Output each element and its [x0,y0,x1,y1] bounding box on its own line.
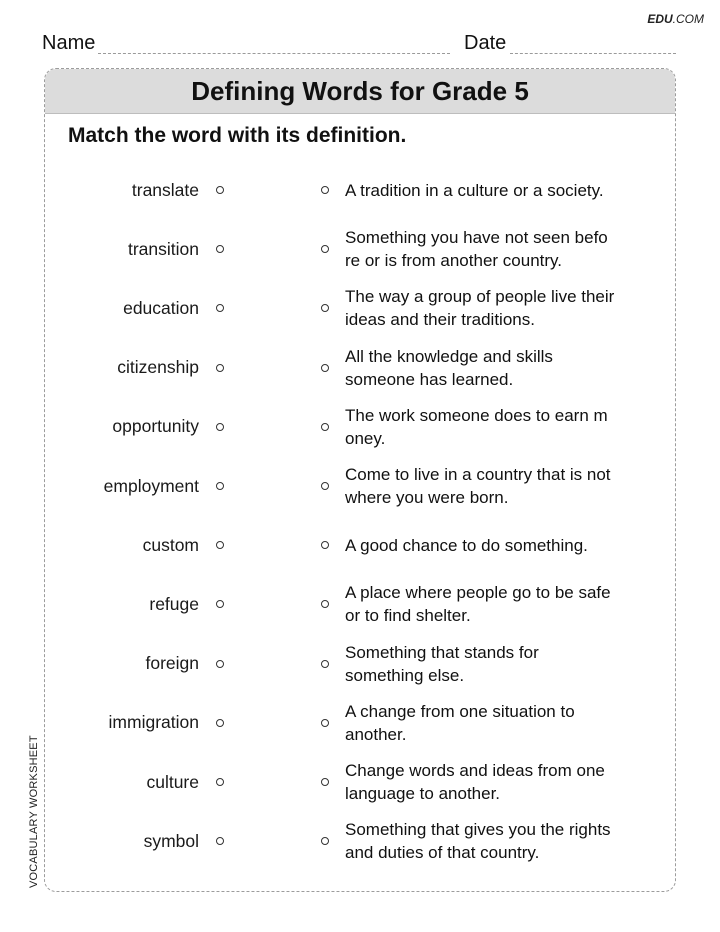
date-line[interactable] [510,53,676,54]
word-match-dot[interactable] [216,304,224,312]
matching-row [45,574,676,634]
vocab-word: refuge [149,593,199,614]
word-match-dot[interactable] [216,423,224,431]
vocab-word: education [123,297,199,318]
definition-match-dot[interactable] [321,364,329,372]
definition-match-dot[interactable] [321,186,329,194]
matching-row [45,634,676,694]
definition-match-dot[interactable] [321,245,329,253]
matching-row [45,219,676,279]
worksheet-card [44,68,676,892]
vocab-word: symbol [143,830,199,851]
vocab-word: culture [146,771,199,792]
instruction-text: Match the word with its definition. [68,124,407,147]
vocab-word: transition [127,238,199,259]
date-label: Date [464,32,507,54]
word-match-dot[interactable] [216,660,224,668]
definition-match-dot[interactable] [321,660,329,668]
definition-text: Change words and ideas from one language to another. [345,761,605,803]
matching-row [45,397,676,457]
side-label: VOCABULARY WORKSHEET [28,735,40,888]
definition-text: The way a group of people live their ideas and their traditions. [345,287,615,330]
definition-text: A good chance to do something. [345,535,588,555]
definition-text: Come to live in a country that is not where you were born. [345,465,611,507]
title-bar [45,69,675,114]
definition-text: The work someone does to earn m oney. [345,405,608,448]
word-match-dot[interactable] [216,245,224,253]
matching-row [45,515,676,575]
definition-text: A place where people go to be safe or to find shelter. [345,583,611,626]
brand-logo-rest: .COM [672,12,704,26]
vocab-word: translate [131,179,199,200]
vocab-word: citizenship [117,357,199,378]
definition-text: A change from one situation to another. [345,701,575,744]
definition-match-dot[interactable] [321,778,329,786]
definition-text: All the knowledge and skills someone has learned. [345,346,553,389]
matching-row [45,338,676,398]
definition-text: A tradition in a culture or a society. [345,180,604,200]
vocab-word: immigration [108,712,199,733]
word-match-dot[interactable] [216,600,224,608]
brand-logo [647,12,704,26]
definition-match-dot[interactable] [321,719,329,727]
definition-text: Something you have not seen befo re or is from another country. [345,228,608,271]
definition-match-dot[interactable] [321,304,329,312]
word-match-dot[interactable] [216,364,224,372]
matching-row [45,456,676,516]
definition-match-dot[interactable] [321,541,329,549]
word-match-dot[interactable] [216,186,224,194]
word-match-dot[interactable] [216,837,224,845]
definition-match-dot[interactable] [321,600,329,608]
brand-logo-bold: EDU [647,12,673,26]
word-match-dot[interactable] [216,482,224,490]
name-date-row [42,32,676,56]
definition-text: Something that stands for something else. [345,642,539,685]
worksheet-title: Defining Words for Grade 5 [191,75,529,106]
vocab-word: custom [142,534,199,555]
matching-row [45,693,676,753]
definition-match-dot[interactable] [321,837,329,845]
matching-row [45,160,676,220]
word-match-dot[interactable] [216,719,224,727]
vocab-word: foreign [145,653,199,674]
word-match-dot[interactable] [216,541,224,549]
word-match-dot[interactable] [216,778,224,786]
vocab-word: employment [103,475,199,496]
definition-text: Something that gives you the rights and duties of that country. [345,820,611,863]
definition-match-dot[interactable] [321,423,329,431]
matching-row [45,278,676,338]
name-line[interactable] [98,53,450,54]
vocab-word: opportunity [112,416,199,437]
matching-row [45,811,676,871]
name-label: Name [42,32,96,54]
matching-row [45,752,676,812]
definition-match-dot[interactable] [321,482,329,490]
